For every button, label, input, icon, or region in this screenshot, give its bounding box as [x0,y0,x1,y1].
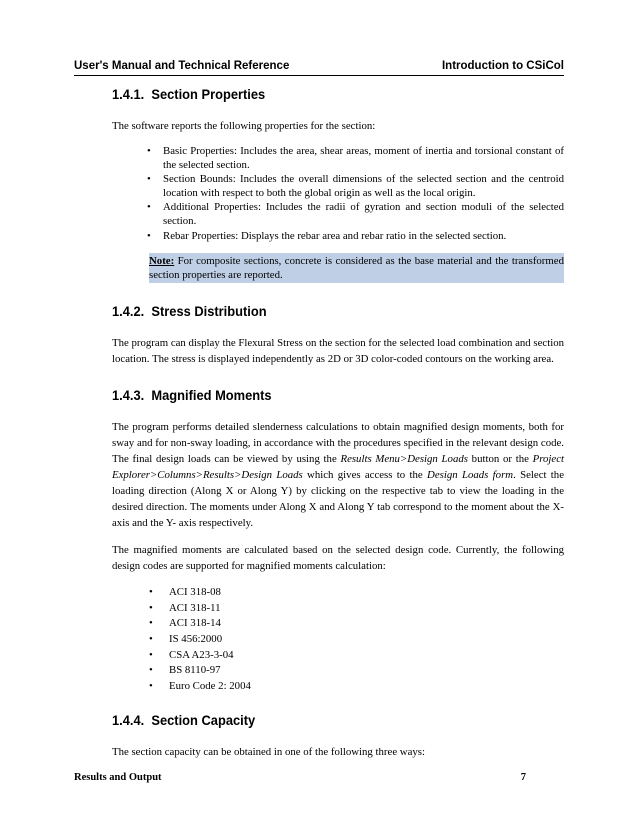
design-codes-list [112,585,564,694]
menu-path-results: Results Menu>Design Loads [340,453,468,466]
list-item: • ACI 318-08 [149,585,564,601]
stress-distribution-paragraph: The program can display the Flexural Stress on the section for the selected load combination and section location. The stress is displayed independently as 2D or 3D color-coded contours on the working area. [112,337,564,366]
list-item: • Section Bounds: Includes the overall dimensions of the selected section and the centroid location with respect to both the global origin as well as the local origin. [149,173,564,200]
list-item: • IS 456:2000 [149,632,564,648]
footer-chapter-name: Results and Output [74,772,162,783]
section-capacity-paragraph: The section capacity can be obtained in one of the following three ways: [112,746,425,759]
list-item: • CSA A23-3-04 [149,648,564,664]
section-properties-list [112,145,564,243]
text-run: which gives access to the [302,469,428,482]
note-text: For composite sections, concrete is considered as the base material and the transformed section properties are reported. [149,255,564,282]
page-number: 7 [520,772,526,783]
list-item: • Euro Code 2: 2004 [149,679,564,695]
heading-section-properties: 1.4.1. Section Properties [112,86,266,102]
text-run: . Select the loading direction (Along X or Along Y) by clicking on the respective tab to view the loading in the desired direction. The moments under Along X and Along Y tab correspond to the moment about the X-axis and the Y- axis respectively. [112,469,564,530]
list-item: • Basic Properties: Includes the area, shear areas, moment of inertia and torsional constant of the selected section. [149,145,564,172]
text-run: button or the [467,453,533,466]
header-manual-title: User's Manual and Technical Reference [74,60,290,72]
list-item: • ACI 318-14 [149,616,564,632]
text-run: The program performs detailed slenderness calculations to obtain magnified design moments, both for sway and for non-sway loading, in accordance with the procedures specified in the relevant design code. The final design loads can be viewed by using the [112,421,564,466]
heading-section-capacity: 1.4.4. Section Capacity [112,712,256,729]
header-chapter-title: Introduction to CSiCol [441,60,564,72]
section-properties-intro: The software reports the following properties for the section: [112,120,376,132]
running-header [74,59,564,76]
magnified-moments-paragraph-2: The magnified moments are calculated based on the selected design code. Currently, the following design codes are supported for magnified moments calculation: [112,544,564,573]
list-item: • ACI 318-11 [149,601,564,617]
heading-magnified-moments: 1.4.3. Magnified Moments [112,387,272,404]
list-item: • Additional Properties: Includes the radii of gyration and section moduli of the selected section. [149,201,564,228]
composite-note [149,253,564,283]
menu-path-project-explorer: Project Explorer>Columns>Results>Design Loads [112,453,564,482]
design-loads-form-name: Design Loads form [427,469,514,482]
heading-stress-distribution: 1.4.2. Stress Distribution [112,303,267,320]
page-footer [74,772,564,786]
list-item: • BS 8110-97 [149,663,564,679]
note-label: Note: [149,255,175,268]
magnified-moments-paragraph-1 [112,419,564,531]
list-item: • Rebar Properties: Displays the rebar area and rebar ratio in the selected section. [149,230,564,244]
page-content [112,84,564,771]
